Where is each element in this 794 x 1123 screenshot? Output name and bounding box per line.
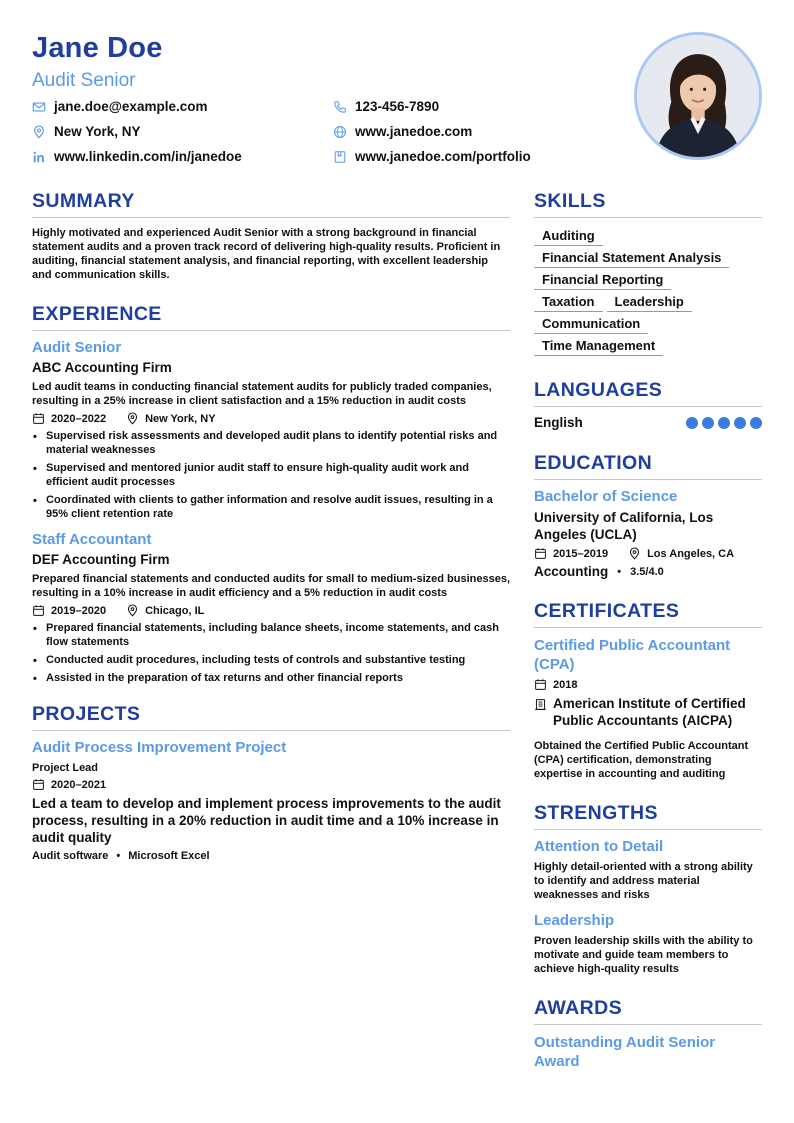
certificate-description: Obtained the Certified Public Accountant (CPA) certification, demonstrating expertise in accounting and auditing — [534, 740, 749, 780]
resume-header — [32, 32, 762, 172]
globe-icon — [333, 125, 347, 139]
job-location: Chicago, IL — [145, 604, 205, 617]
bullet-item: • Coordinated with clients to gather information and resolve audit issues, resulting in a 95% client retention rate — [32, 493, 510, 521]
education-meta — [534, 547, 762, 560]
education-location: Los Angeles, CA — [647, 547, 735, 560]
project-role: Project Lead — [32, 762, 99, 774]
separator: • — [617, 565, 622, 578]
section-heading-strengths: STRENGTHS — [534, 802, 762, 830]
section-heading-projects: PROJECTS — [32, 703, 510, 731]
bullet-item: • Conducted audit procedures, including tests of controls and substantive testing — [32, 653, 510, 667]
job-description: Prepared financial statements and conducted audits for small to medium-sized businesses, resulting in a 10% increase in audit efficiency and a 5% reduction in audit costs — [32, 573, 511, 599]
education-section — [534, 452, 762, 579]
awards-section — [534, 997, 762, 1071]
skill-tag: Auditing — [534, 226, 603, 246]
contact-portfolio[interactable] — [333, 149, 531, 164]
experience-section — [32, 303, 510, 685]
section-heading-certificates: CERTIFICATES — [534, 600, 762, 628]
calendar-icon — [32, 604, 45, 617]
profile-portrait-icon — [637, 35, 759, 157]
person-name: Jane Doe — [32, 32, 163, 64]
job-dates: 2020–2022 — [51, 412, 107, 425]
section-heading-languages: LANGUAGES — [534, 379, 762, 407]
certificate-year: 2018 — [553, 678, 578, 691]
certificates-section — [534, 600, 762, 781]
job-title: Staff Accountant — [32, 531, 152, 548]
languages-section — [534, 379, 762, 430]
phone-icon — [333, 100, 347, 114]
company-name: DEF Accounting Firm — [32, 552, 170, 567]
company-name: ABC Accounting Firm — [32, 360, 172, 375]
calendar-icon — [534, 678, 547, 691]
certificate-issuer-row — [534, 695, 762, 729]
projects-section — [32, 703, 510, 862]
strength-title: Leadership — [534, 912, 615, 929]
school-name: University of California, Los Angeles (UCLA) — [534, 510, 714, 542]
separator: • — [116, 850, 121, 862]
education-dates: 2015–2019 — [553, 547, 609, 560]
job-meta — [32, 412, 510, 425]
website-text: www.janedoe.com — [355, 124, 473, 139]
language-row — [534, 415, 762, 430]
job-dates: 2019–2020 — [51, 604, 107, 617]
location-pin-icon — [126, 412, 139, 425]
language-level-dot — [734, 417, 746, 429]
job-bullets — [32, 429, 510, 521]
certificate-name: Certified Public Accountant (CPA) — [534, 637, 731, 673]
language-level-dot — [686, 417, 698, 429]
contact-linkedin[interactable] — [32, 149, 242, 164]
calendar-icon — [32, 412, 45, 425]
skills-list — [534, 226, 762, 358]
experience-item — [32, 531, 510, 685]
project-item — [32, 739, 510, 862]
job-title: Audit Senior — [32, 339, 122, 356]
skills-section — [534, 190, 762, 358]
profile-photo — [634, 32, 762, 160]
strength-text: Proven leadership skills with the ability to motivate and guide team members to achieve high-quality results — [534, 935, 753, 975]
language-level-dot — [702, 417, 714, 429]
degree-title: Bachelor of Science — [534, 488, 678, 505]
institution-icon — [534, 698, 547, 711]
phone-text: 123-456-7890 — [355, 99, 440, 114]
portfolio-icon — [333, 150, 347, 164]
language-level-dot — [718, 417, 730, 429]
contact-phone[interactable] — [333, 99, 439, 114]
section-heading-experience: EXPERIENCE — [32, 303, 510, 331]
contact-website[interactable] — [333, 124, 472, 139]
experience-item — [32, 339, 510, 521]
award-title: Outstanding Audit Senior Award — [534, 1034, 716, 1070]
project-title: Audit Process Improvement Project — [32, 739, 287, 756]
job-description: Led audit teams in conducting financial statement audits for publicly traded companies, resulting in a 25% increase in client satisfaction and a 15% reduction in audit costs — [32, 381, 492, 407]
person-title: Audit Senior — [32, 70, 136, 91]
strength-title: Attention to Detail — [534, 838, 664, 855]
job-bullets — [32, 621, 510, 685]
project-description: Led a team to develop and implement process improvements to the audit process, resulting in a 20% reduction in audit time and a 10% increase in audit quality — [32, 796, 501, 845]
certificate-meta — [534, 678, 762, 691]
project-dates: 2020–2021 — [51, 778, 107, 791]
skill-tag: Financial Reporting — [534, 270, 671, 290]
tool-item: Microsoft Excel — [128, 850, 210, 862]
calendar-icon — [534, 547, 547, 560]
bullet-item: • Assisted in the preparation of tax returns and other financial reports — [32, 671, 510, 685]
email-text: jane.doe@example.com — [54, 99, 208, 114]
section-heading-skills: SKILLS — [534, 190, 762, 218]
bullet-item: • Supervised and mentored junior audit staff to ensure high-quality audit work and efficient audit processes — [32, 461, 510, 489]
skill-tag: Leadership — [607, 292, 692, 312]
skill-tag: Taxation — [534, 292, 603, 312]
job-meta — [32, 604, 510, 617]
location-pin-icon — [628, 547, 641, 560]
strength-item — [534, 838, 762, 902]
right-column — [534, 190, 762, 1071]
linkedin-icon — [32, 150, 46, 164]
strengths-section — [534, 802, 762, 976]
job-location: New York, NY — [145, 412, 216, 425]
location-pin-icon — [32, 125, 46, 139]
skill-tag: Financial Statement Analysis — [534, 248, 729, 268]
section-heading-awards: AWARDS — [534, 997, 762, 1025]
portfolio-text: www.janedoe.com/portfolio — [355, 149, 531, 164]
education-major-line — [534, 564, 762, 579]
summary-section — [32, 190, 510, 282]
project-tools — [32, 850, 510, 862]
bullet-item: • Prepared financial statements, including balance sheets, income statements, and cash flow statements — [32, 621, 510, 649]
education-gpa: 3.5/4.0 — [630, 565, 664, 578]
left-column — [32, 190, 510, 862]
section-heading-education: EDUCATION — [534, 452, 762, 480]
summary-text: Highly motivated and experienced Audit Senior with a strong background in financial statement audits and a proven track record of delivering high-quality results. Proficient in auditing, financial statement analysis, and financial reporting, with excellent leadership and communication skills. — [32, 227, 501, 281]
skill-tag: Time Management — [534, 336, 663, 356]
education-major: Accounting — [534, 564, 609, 579]
strength-item — [534, 912, 762, 976]
language-name: English — [534, 415, 583, 430]
language-level-dots — [686, 417, 762, 429]
tool-item: Audit software — [32, 850, 109, 862]
mail-icon — [32, 100, 46, 114]
location-text: New York, NY — [54, 124, 141, 139]
bullet-item: • Supervised risk assessments and developed audit plans to identify potential risks and material weaknesses — [32, 429, 510, 457]
language-level-dot — [750, 417, 762, 429]
calendar-icon — [32, 778, 45, 791]
contact-location — [32, 124, 141, 139]
skill-tag: Communication — [534, 314, 648, 334]
contact-email[interactable] — [32, 99, 207, 114]
certificate-issuer: American Institute of Certified Public Accountants (AICPA) — [553, 696, 746, 728]
location-pin-icon — [126, 604, 139, 617]
section-heading-summary: SUMMARY — [32, 190, 510, 218]
project-meta — [32, 778, 510, 791]
linkedin-text: www.linkedin.com/in/janedoe — [54, 149, 242, 164]
strength-text: Highly detail-oriented with a strong ability to identify and address material weaknesses and risks — [534, 861, 753, 901]
